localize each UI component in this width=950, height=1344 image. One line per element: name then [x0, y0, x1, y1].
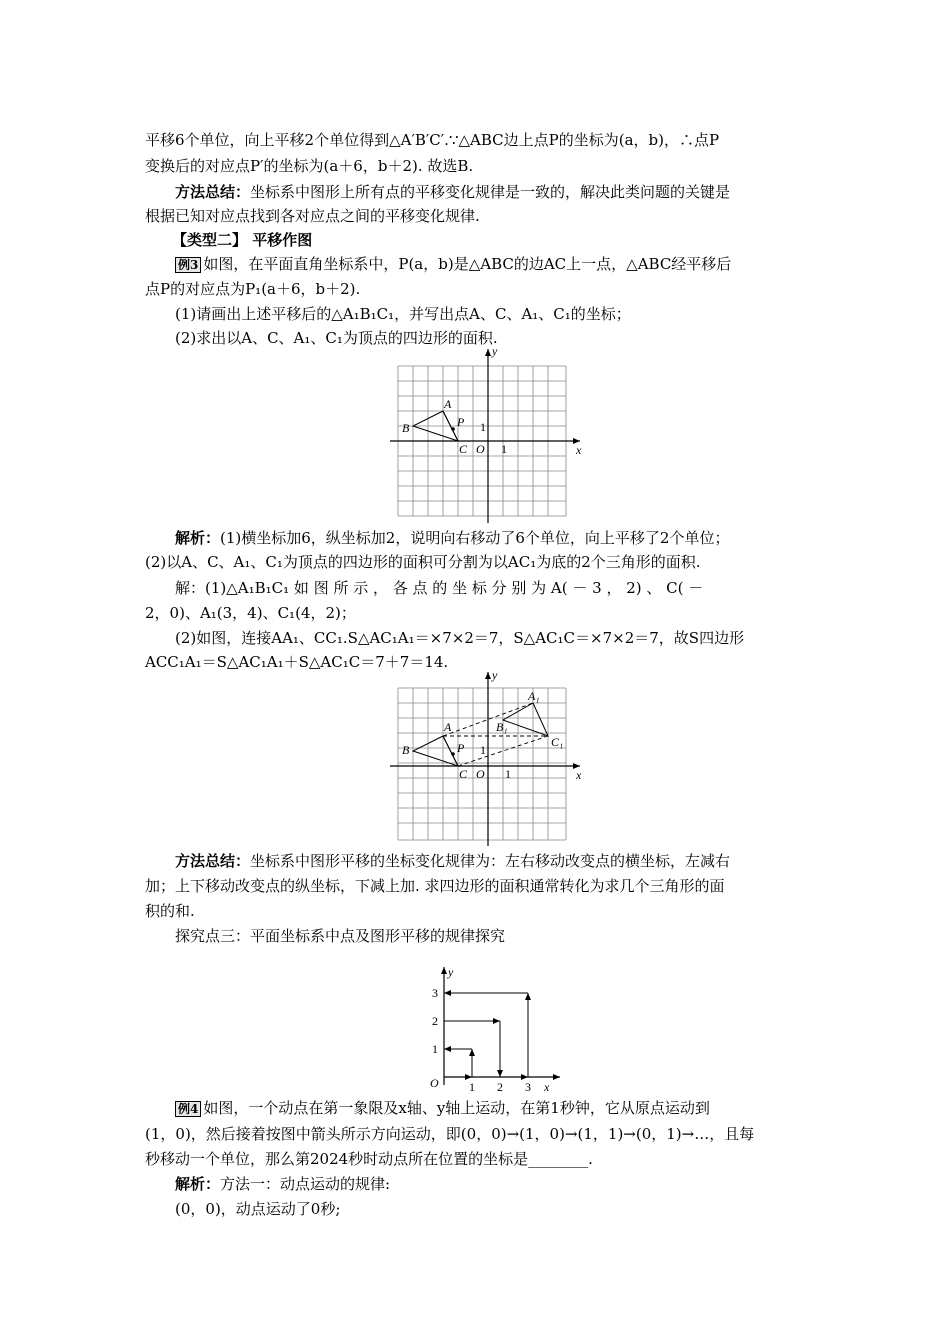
text-line: 如图，在平面直角坐标系中，P(a，b)是△ABC的边AC上一点，△ABC经平移后 — [203, 255, 732, 273]
point-label-C: C — [459, 767, 468, 781]
y-axis-label: y — [448, 965, 454, 979]
text-line: 方法一：动点运动的规律: — [220, 1175, 391, 1193]
tick-label: 2 — [497, 1080, 503, 1094]
tick-label: 1 — [480, 743, 486, 757]
tick-label: 3 — [432, 986, 438, 1000]
tick-label: 3 — [525, 1080, 531, 1094]
origin-label: O — [430, 1076, 439, 1090]
point-label-A: A — [444, 720, 452, 734]
analysis-line — [175, 528, 729, 548]
tick-label: 1 — [505, 767, 511, 781]
text-line: 2，0)、A₁(3，4)、C₁(4，2)； — [145, 604, 356, 622]
example-tag: 例3 — [175, 257, 201, 273]
point-label-B: B — [402, 421, 410, 435]
point-label-B1: B₁ — [496, 720, 508, 734]
tick-label: 1 — [480, 420, 486, 434]
text-line: 秒移动一个单位，那么第2024秒时动点所在位置的坐标是________. — [145, 1150, 593, 1168]
analysis-label: 解析： — [175, 1175, 221, 1193]
x-axis-label: x — [576, 768, 582, 782]
text-line: (1)横坐标加6，纵坐标加2，说明向右移动了6个单位，向上平移了2个单位； — [220, 529, 730, 547]
figure-1-coordinate-grid — [380, 343, 590, 523]
y-axis-label: y — [492, 344, 498, 358]
figure-2-coordinate-grid — [380, 668, 590, 846]
exploration-heading: 探究点三：平面坐标系中点及图形平移的规律探究 — [175, 927, 506, 945]
origin-label: O — [476, 767, 485, 781]
text-line: (2)如图，连接AA₁、CC₁.S△AC₁A₁＝×7×2＝7，S△AC₁C＝×7×2＝7，故S四边形 — [175, 629, 745, 647]
point-label-P: P — [457, 415, 465, 429]
text-line: 坐标系中图形上所有点的平移变化规律是一致的，解决此类问题的关键是 — [250, 183, 731, 201]
point-label-A: A — [444, 397, 452, 411]
question-1: (1)请画出上述平移后的△A₁B₁C₁，并写出点A、C、A₁、C₁的坐标； — [175, 305, 631, 323]
text-line: 如图，一个动点在第一象限及x轴、y轴上运动，在第1秒钟，它从原点运动到 — [203, 1099, 710, 1117]
point-label-B: B — [402, 743, 410, 757]
point-label-C: C — [459, 442, 468, 456]
point-label-P: P — [457, 741, 465, 755]
text-line: 平移6个单位，向上平移2个单位得到△A′B′C′.∵△ABC边上点P的坐标为(a，b)，∴点P — [145, 131, 720, 149]
text-line: 加；上下移动改变点的纵坐标，下减上加. 求四边形的面积通常转化为求几个三角形的面 — [145, 877, 725, 895]
text-line: (0，0)，动点运动了0秒; — [175, 1200, 341, 1218]
analysis-line-2 — [175, 1174, 390, 1194]
tick-label: 1 — [501, 442, 507, 456]
text-line: 根据已知对应点找到各对应点之间的平移变化规律. — [145, 207, 480, 225]
text-line: 积的和. — [145, 902, 195, 920]
section-heading: 【类型二】 平移作图 — [172, 231, 313, 249]
x-axis-label: x — [576, 443, 582, 457]
analysis-label: 解析： — [175, 529, 221, 547]
text-line: ACC₁A₁＝S△AC₁A₁＋S△AC₁C＝7＋7＝14. — [145, 653, 449, 671]
text-line: 变换后的对应点P′的坐标为(a＋6，b＋2). 故选B. — [145, 157, 474, 175]
example-tag: 例4 — [175, 1101, 201, 1117]
solution-line: 解：(1)△A₁B₁C₁ 如 图 所 示 ， 各 点 的 坐 标 分 别 为 A( － 3 ， 2) 、 C( － — [175, 579, 704, 597]
text-line: (2)以A、C、A₁、C₁为顶点的四边形的面积可分割为以AC₁为底的2个三角形的面积. — [145, 553, 701, 571]
figure-3-motion-path — [420, 965, 560, 1095]
point-label-A1: A₁ — [528, 689, 540, 703]
origin-label: O — [476, 442, 485, 456]
y-axis-label: y — [492, 668, 498, 682]
question-2: (2)求出以A、C、A₁、C₁为顶点的四边形的面积. — [175, 329, 498, 347]
x-axis-label: x — [544, 1080, 550, 1094]
example-3-line — [175, 254, 731, 274]
text-line: 坐标系中图形平移的坐标变化规律为：左右移动改变点的横坐标，左减右 — [250, 852, 731, 870]
method-summary-label: 方法总结： — [175, 183, 251, 201]
method-summary-label: 方法总结： — [175, 852, 251, 870]
tick-label: 1 — [469, 1080, 475, 1094]
text-line: (1，0)，然后接着按图中箭头所示方向运动，即(0，0)→(1，0)→(1，1)→(0，1)→…，且每 — [145, 1125, 755, 1143]
tick-label: 1 — [432, 1042, 438, 1056]
text-line: 点P的对应点为P₁(a＋6，b＋2). — [145, 280, 361, 298]
method-summary — [175, 182, 730, 202]
tick-label: 2 — [432, 1014, 438, 1028]
method-summary-2 — [175, 851, 730, 871]
point-label-C1: C₁ — [551, 735, 564, 749]
example-4-line — [175, 1098, 710, 1118]
